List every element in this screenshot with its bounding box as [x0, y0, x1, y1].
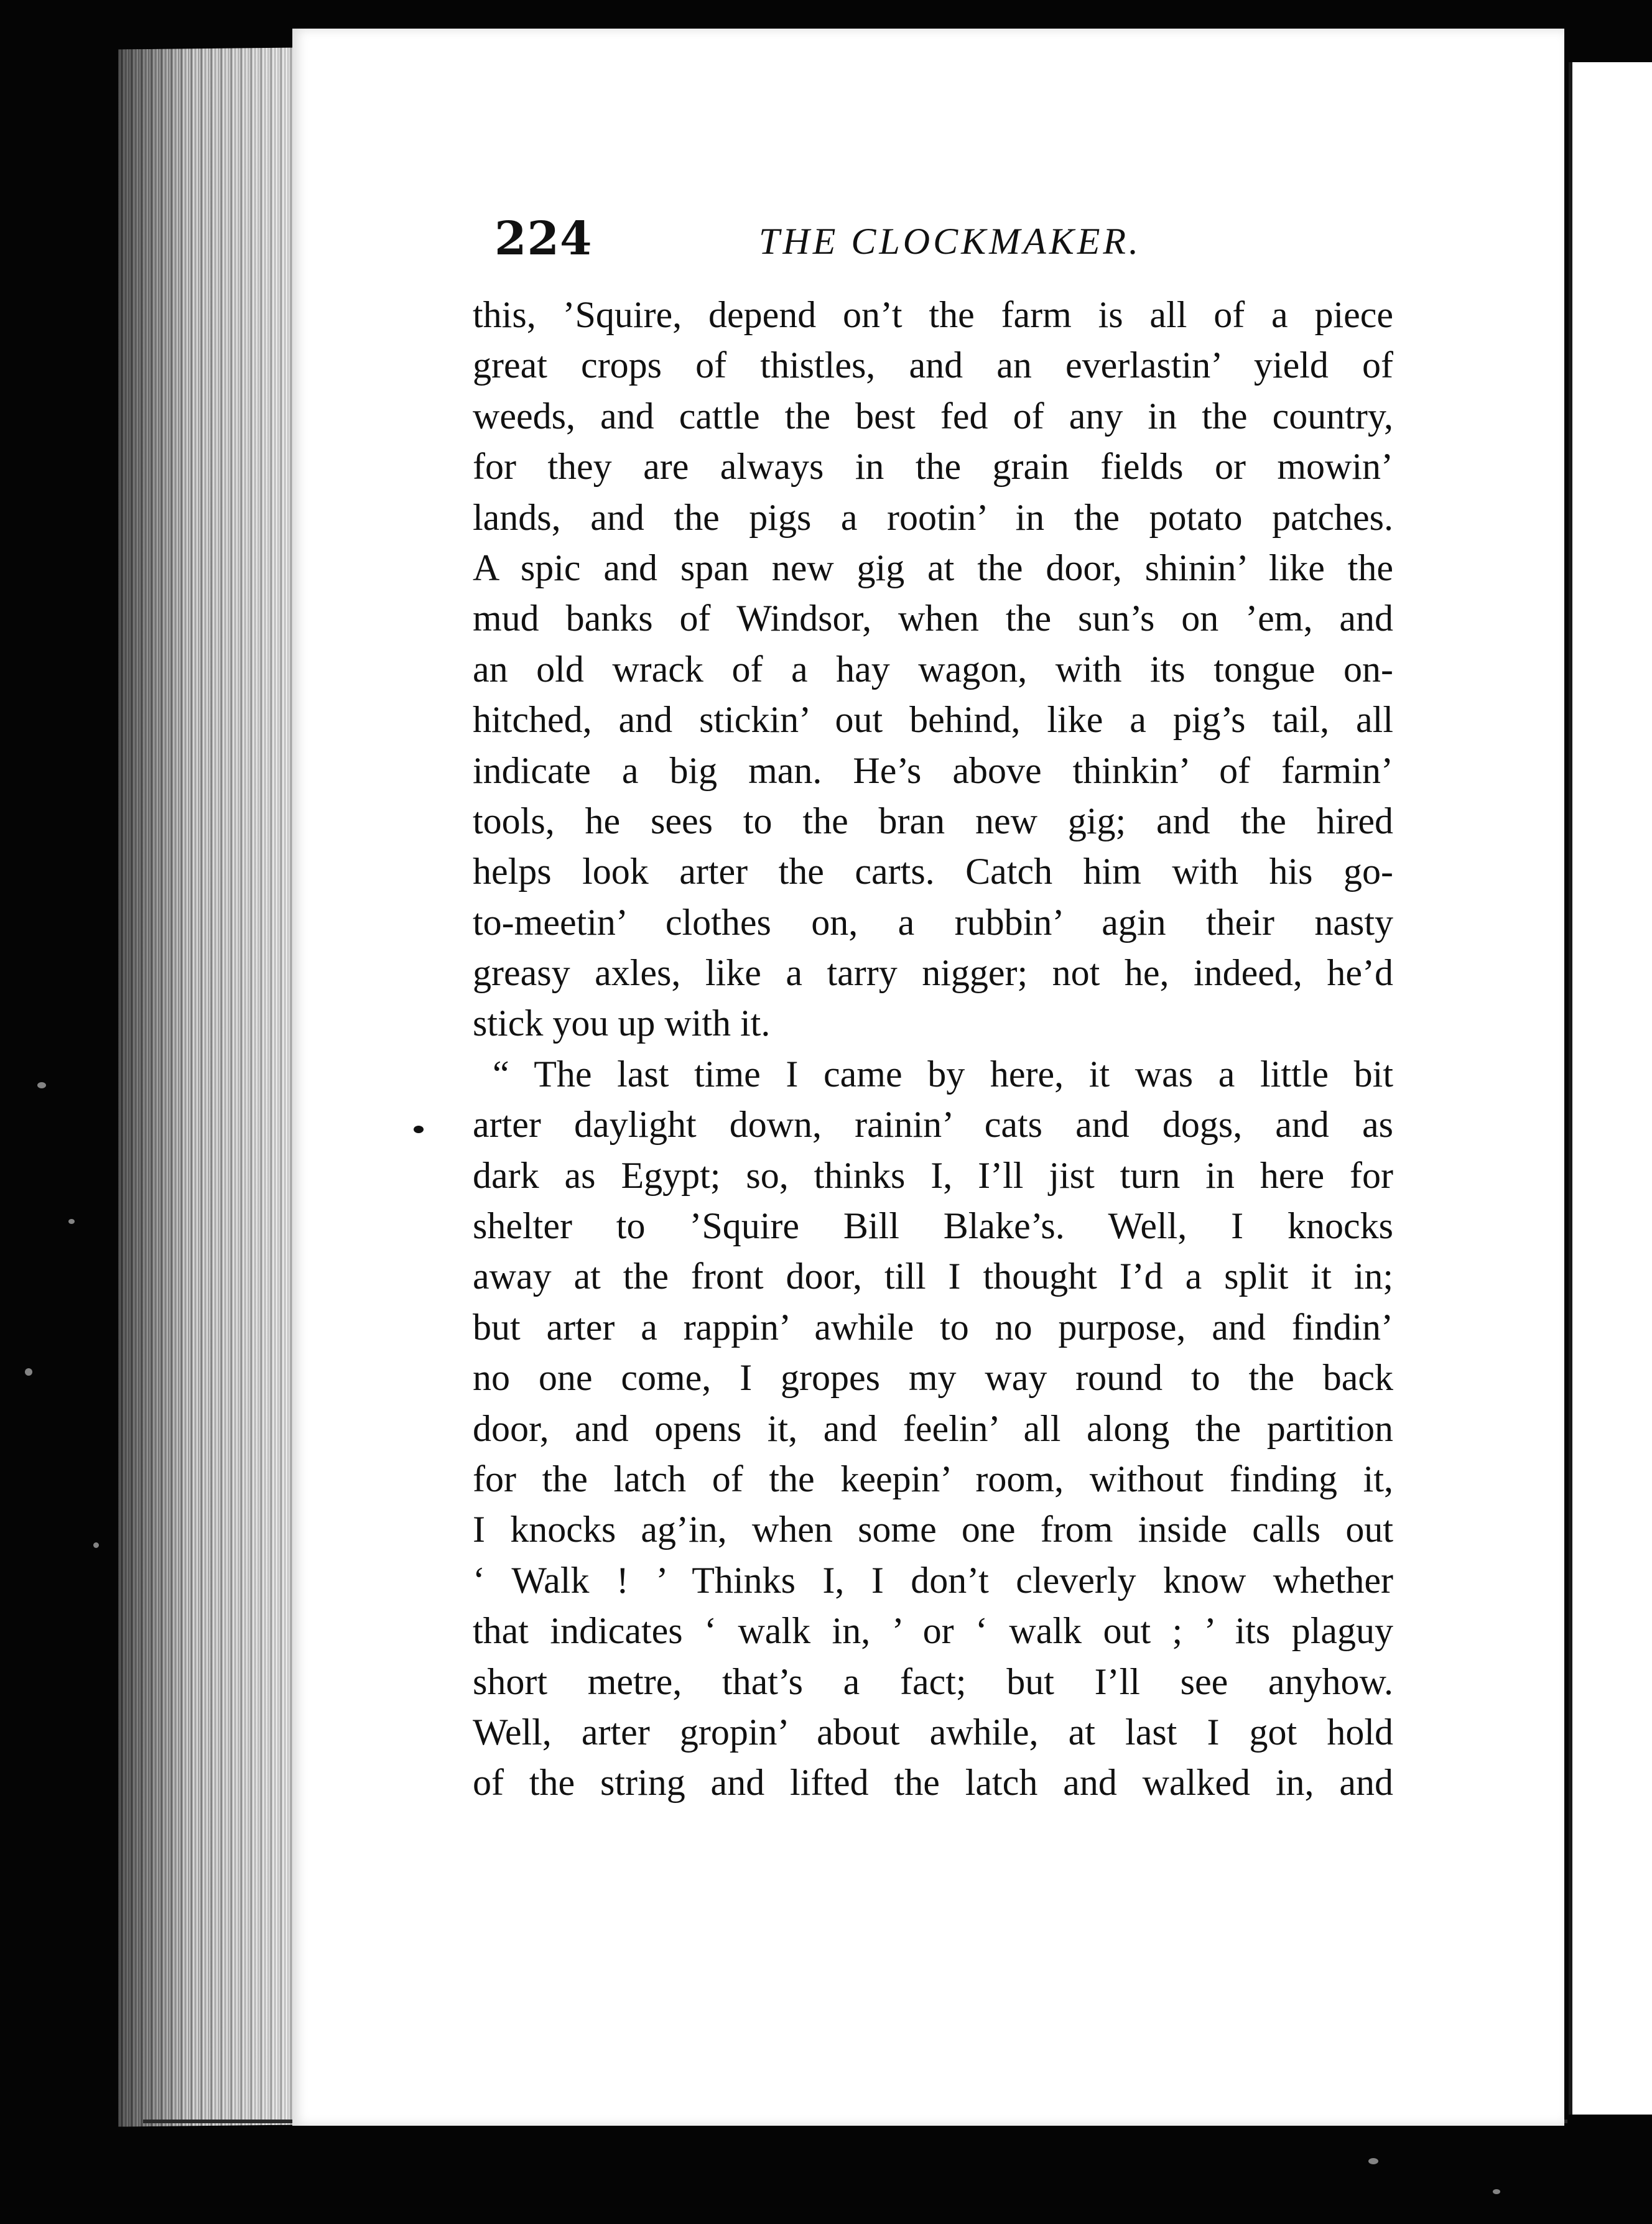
facing-page	[1569, 62, 1652, 2115]
text-line: tools, he sees to the bran new gig; and the hired	[473, 800, 1393, 841]
text-line: ‘ Walk ! ’ Thinks I, I don’t cleverly know whether	[473, 1559, 1393, 1601]
text-line: no one come, I gropes my way round to the back	[473, 1357, 1393, 1399]
text-line: arter daylight down, rainin’ cats and dogs, and as	[473, 1104, 1393, 1146]
text-line: dark as Egypt; so, thinks I, I’ll jist turn in here for	[473, 1154, 1393, 1196]
book-page	[292, 29, 1564, 2126]
scan-speck	[93, 1542, 99, 1548]
text-line: that indicates ‘ walk in, ’ or ‘ walk out ; ’ its plaguy	[473, 1610, 1393, 1652]
text-line: mud banks of Windsor, when the sun’s on ’em, and	[473, 598, 1393, 639]
margin-ink-dot	[414, 1126, 424, 1133]
text-line: to-meetin’ clothes on, a rubbin’ agin their nasty	[473, 901, 1393, 943]
text-line: greasy axles, like a tarry nigger; not he, indeed, he’d	[473, 952, 1393, 994]
text-line: this, ’Squire, depend on’t the farm is all of a piece	[473, 294, 1393, 335]
scan-speck	[37, 1082, 46, 1088]
text-line: A spic and span new gig at the door, shinin’ like the	[473, 547, 1393, 588]
text-line: Well, arter gropin’ about awhile, at last I got hold	[473, 1711, 1393, 1753]
text-line: weeds, and cattle the best fed of any in the country,	[473, 395, 1393, 437]
text-line: short metre, that’s a fact; but I’ll see anyhow.	[473, 1661, 1393, 1702]
text-line: lands, and the pigs a rootin’ in the potato patches.	[473, 496, 1393, 538]
text-line: away at the front door, till I thought I’d a split it in;	[473, 1256, 1393, 1297]
page-text	[473, 290, 1393, 1809]
text-line: indicate a big man. He’s above thinkin’ of farmin’	[473, 749, 1393, 791]
text-line: shelter to ’Squire Bill Blake’s. Well, I knocks	[473, 1205, 1393, 1247]
scan-speck	[1493, 2189, 1500, 2194]
text-line: door, and opens it, and feelin’ all along the partition	[473, 1407, 1393, 1449]
text-line: helps look arter the carts. Catch him with his go-	[473, 851, 1393, 892]
text-line: stick you up with it.	[473, 1003, 771, 1044]
text-line: of the string and lifted the latch and walked in, and	[473, 1762, 1393, 1804]
running-head: THE CLOCKMAKER.	[759, 221, 1142, 262]
page-number: 224	[494, 212, 593, 266]
text-line: great crops of thistles, and an everlastin’ yield of	[473, 345, 1393, 386]
text-line: for they are always in the grain fields or mowin’	[473, 446, 1393, 488]
text-line: for the latch of the keepin’ room, without finding it,	[473, 1458, 1393, 1499]
scan-speck	[25, 1368, 32, 1376]
text-line: I knocks ag’in, when some one from inside calls out	[473, 1509, 1393, 1550]
text-line: an old wrack of a hay wagon, with its tongue on-	[473, 648, 1393, 690]
text-line: “ The last time I came by here, it was a little bit	[493, 1053, 1393, 1095]
scan-speck	[68, 1219, 75, 1224]
scan-speck	[1368, 2158, 1378, 2164]
text-line: but arter a rappin’ awhile to no purpose, and findin’	[473, 1306, 1393, 1348]
text-line: hitched, and stickin’ out behind, like a pig’s tail, all	[473, 699, 1393, 741]
book-fore-edge	[118, 47, 299, 2126]
